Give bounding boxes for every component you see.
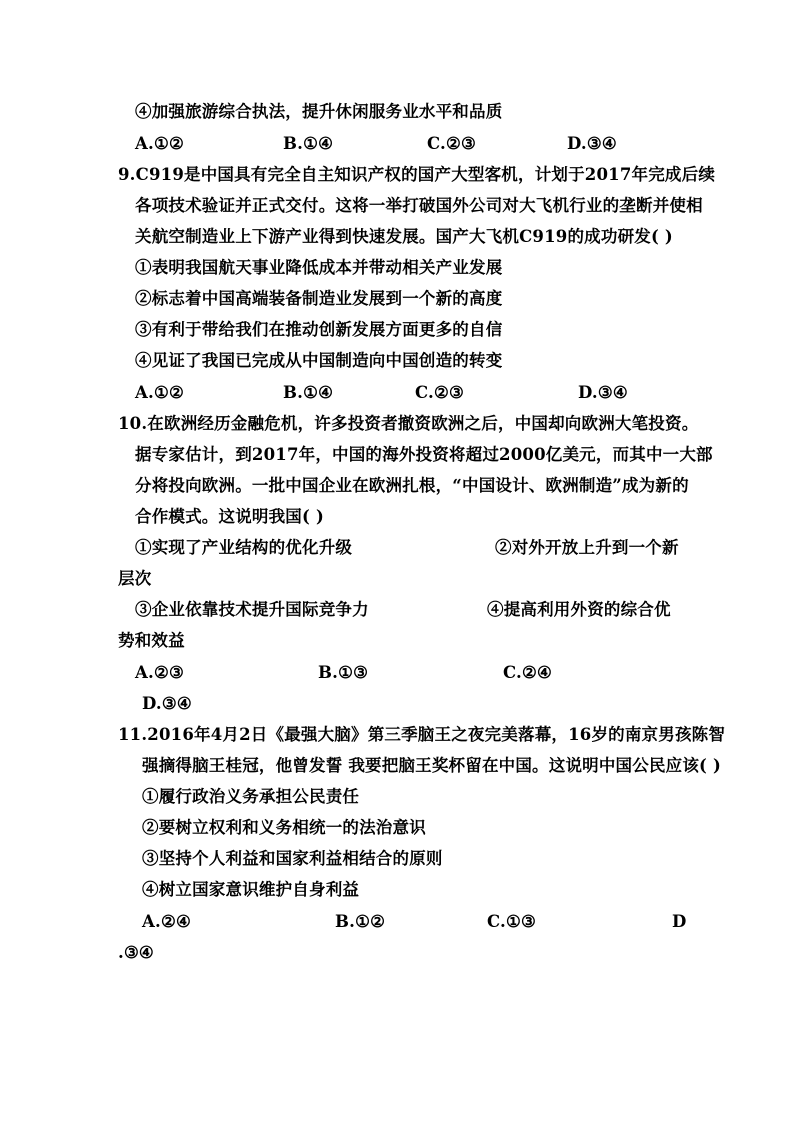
q9-option-1: ①表明我国航天事业降低成本并带动相关产业发展 <box>135 258 503 277</box>
q11-answer-b: B.①② <box>335 912 386 931</box>
q10-answer-d: D.③④ <box>142 694 192 713</box>
q11-answer-c: C.①③ <box>487 912 536 931</box>
q9-answer-b: B.①④ <box>283 383 334 402</box>
q9-stem-line-1: 9.C919是中国具有完全自主知识产权的国产大型客机，计划于2017年完成后续 <box>118 165 716 184</box>
q11-stem-line-2: 强摘得脑王桂冠，他曾发誓 我要把脑王奖杯留在中国。这说明中国公民应该( ) <box>142 756 722 775</box>
q11-option-1: ①履行政治义务承担公民责任 <box>142 787 360 806</box>
q10-stem-line-2: 据专家估计，到2017年，中国的海外投资将超过2000亿美元，而其中一大部 <box>135 445 713 464</box>
q9-stem-line-2: 各项技术验证并正式交付。这将一举打破国外公司对大飞机行业的垄断并使相 <box>135 196 703 215</box>
q11-option-3: ③坚持个人利益和国家利益相结合的原则 <box>142 849 443 868</box>
q8-answer-a: A.①② <box>135 134 184 153</box>
q10-option-2: ②对外开放上升到一个新 <box>495 538 679 557</box>
q10-stem-line-1: 10.在欧洲经历金融危机，许多投资者撤资欧洲之后，中国却向欧洲大笔投资。 <box>118 414 699 433</box>
q8-answer-d: D.③④ <box>567 134 617 153</box>
q11-option-4: ④树立国家意识维护自身利益 <box>142 880 360 899</box>
q11-answer-a: A.②④ <box>142 912 191 931</box>
q9-answer-c: C.②③ <box>415 383 464 402</box>
q9-option-3: ③有利于带给我们在推动创新发展方面更多的自信 <box>135 320 503 339</box>
q11-stem-line-1: 11.2016年4月2日《最强大脑》第三季脑王之夜完美落幕，16岁的南京男孩陈智 <box>118 725 726 744</box>
q11-option-2: ②要树立权利和义务相统一的法治意识 <box>142 818 426 837</box>
q9-answer-d: D.③④ <box>578 383 628 402</box>
q8-option-4: ④加强旅游综合执法，提升休闲服务业水平和品质 <box>135 102 503 121</box>
q8-answer-c: C.②③ <box>427 134 476 153</box>
q10-option-3: ③企业依靠技术提升国际竞争力 <box>135 600 369 619</box>
q10-answer-c: C.②④ <box>503 663 552 682</box>
q10-answer-a: A.②③ <box>135 663 184 682</box>
q11-answer-d-wrap: .③④ <box>118 943 154 962</box>
q10-option-4-wrap: 势和效益 <box>118 631 185 650</box>
q8-answer-b: B.①④ <box>283 134 334 153</box>
q9-option-4: ④见证了我国已完成从中国制造向中国创造的转变 <box>135 351 503 370</box>
q9-option-2: ②标志着中国高端装备制造业发展到一个新的高度 <box>135 289 503 308</box>
q9-answer-a: A.①② <box>135 383 184 402</box>
q10-option-4: ④提高利用外资的综合优 <box>487 600 671 619</box>
q10-option-1: ①实现了产业结构的优化升级 <box>135 538 353 557</box>
q9-stem-line-3: 关航空制造业上下游产业得到快速发展。国产大飞机C919的成功研发( ) <box>135 227 673 246</box>
q10-stem-line-4: 合作模式。这说明我国( ) <box>135 507 324 526</box>
q10-stem-line-3: 分将投向欧洲。一批中国企业在欧洲扎根，“中国设计、欧洲制造”成为新的 <box>135 476 689 495</box>
q10-option-2-wrap: 层次 <box>118 569 152 588</box>
q10-answer-b: B.①③ <box>318 663 369 682</box>
q11-answer-d-letter: D <box>672 912 687 931</box>
